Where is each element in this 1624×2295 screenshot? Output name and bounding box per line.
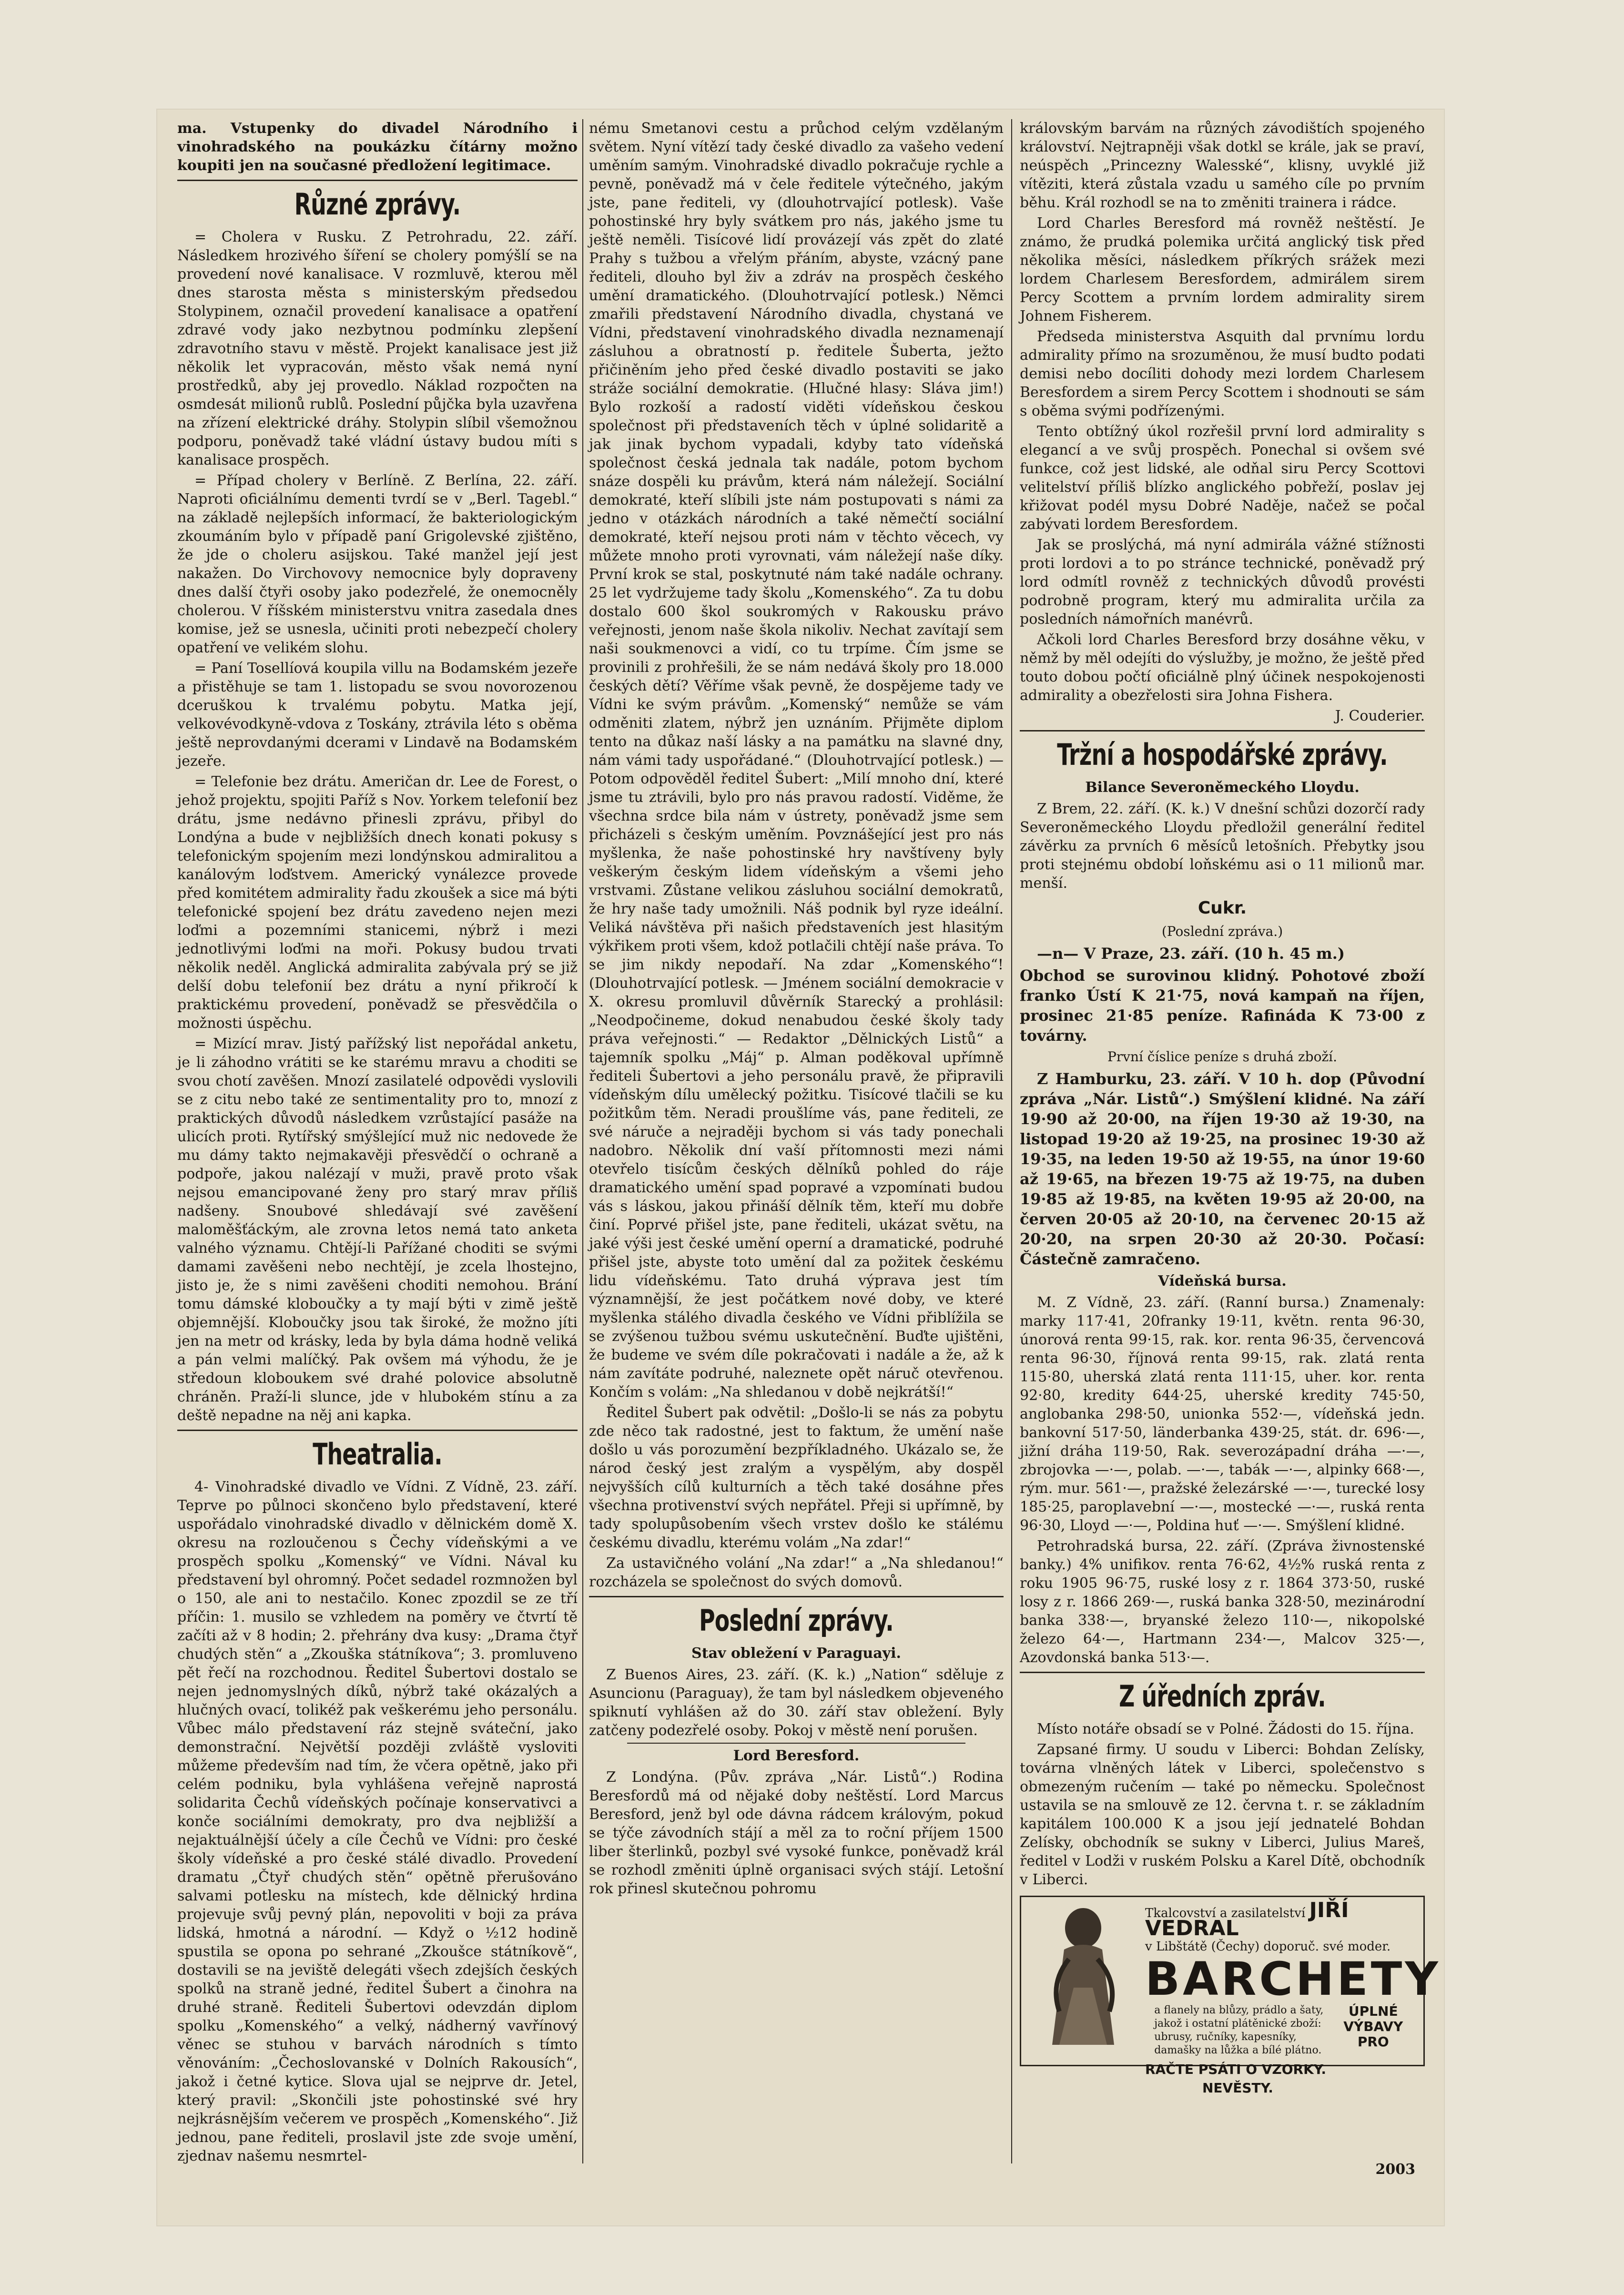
column-divider [582,119,583,2163]
ad-footer-left: RAČTE PSÁTI O VZORKY. [1145,2061,1327,2077]
article-tosellova: = Paní Tosellíová koupila villu na Bodamském jezeře a přistěhuje se tam 1. listopadu se svou novorozenou dceruškou k trvalému pobytu. Matka její, velkovévodkyně-vdova z Toskány, ztrávila léto s oběma ještě neprovdanými dcerami v Lindavě na Bodamském jezeře. [177,660,578,770]
article-cholera-rusko: = Cholera v Rusku. Z Petrohradu, 22. září. Následkem hrozivého šíření se cholery pomýšlí se na provedení nové kanalisace. V rozmluvě, kterou měl dnes starosta města s ministerským předsedou Stolypinem, označil provedení kanalisace a opatření zdravé vody jako nezbytnou podmínku zlepšení zdravotního stavu v městě. Projekt kanalisace jest již několik let vypracován, město však nemá nyní prostředků, aby jej provedlo. Náklad rozpočten na osmdesát milionů rublů. Poslední půjčka byla uzavřena na zřízení elektrické dráhy. Stolypin slíbil všemožnou podporu, poněvadž také vládní ústavy budou míti s kanalisace prospěch. [177,229,578,468]
article-videnska-bursa: M. Z Vídně, 23. září. (Ranní bursa.) Znamenaly: marky 117·41, 20franky 19·11, květn. renta 96·30, únorová renta 99·15, rak. kor. renta 96·35, červencová renta 96·30, říjnová renta 99·15, rak. zlatá renta 115·80, uherská zlatá renta 111·15, uher. kor. renta 92·80, kredity 644·25, uherské kredity 745·50, anglobanka 298·50, unionka 552·—, vídeňská jedn. bankovní 517·50, länderbanka 439·25, stát. dr. 696·—, jižní dráha 119·50, Rak. severozápadní dráha —·—, zbrojovka —·—, polab. —·—, tabák —·—, alpinky 668·—, rým. mur. 561·—, pražské železárské —·—, turecké losy 185·25, paroplavební —·—, mostecké —·—, ruská renta 96·30, Lloyd —·—, Poldina huť —·—. Smýšlení klidné. [1020,1294,1425,1534]
section-heading-theatralia: Theatralia. [313,1437,442,1472]
article-complaints: Jak se proslýchá, má nyní admirála vážné stížnosti proti lordovi a to po stránce technické, poněvadž prý lord odmítl rovněž z technických důvodů provésti podrobně program, který mu admiralita určila za posledních námořních manévrů. [1020,537,1425,628]
subheading-paraguay: Stav obležení v Paraguayi. [691,1645,901,1662]
ad-headline: BARCHETY [1145,1952,1441,2006]
article-telefonie: = Telefonie bez drátu. Američan dr. Lee de Forest, o jehož projektu, spojiti Paříž s Nov. Yorkem telefonií bez drátu, jsme nedávno přinesli zprávu, přibyl do Londýna a bude v nejbližších dnech konati pokusy s telefonickým spojením mezi londýnskou admiralitou a kanálovým loďstvem. Americký vynálezce provede před komitétem admirality řadu zkoušek a sice má býti telefonické spojení bez drátu zavedeno nejen mezi loďmi a pozemními stanicemi, nýbrž i mezi jednotlivými loďmi na moři. Pokusy budou trvati několik neděl. Anglická admiralita zabývala prý se již delší dobu telefonií bez drátu a nyní přikročí k praktickému provedení, poněvadž se přesvědčila o možnosti úspěchu. [177,773,578,1032]
section-heading-posledni: Poslední zprávy. [699,1603,893,1638]
column-divider [1011,119,1012,2163]
divider [177,1430,578,1431]
section-heading-ruzne: Různé zprávy. [294,187,461,222]
ticket-notice: ma. Vstupenky do divadel Národního i vinohradského na poukázku čítárny možno koupiti jen na současné předložení legitimace. [177,120,578,174]
column-3 [1020,119,1441,2096]
divider [177,180,578,181]
subheading-cukr: Cukr. [1198,898,1247,918]
subheading-cisla: První číslice peníze s druhá zboží. [1107,1049,1338,1065]
ad-company-name: JIŘÍ VEDRAL [1145,1898,1349,1940]
author-signature: J. Couderier. [1335,708,1425,724]
divider [589,1596,1004,1597]
sugar-hamburk-report: Z Hamburku, 23. září. V 10 h. dop (Původní zpráva „Nár. Listů“.) Smýšlení klidné. Na září 19·90 až 20·00, na říjen 19·30 až 19·30, na listopad 19·20 až 19·25, na prosinec 19·30 až 19·35, na leden 19·50 až 19·55, na únor 19·60 až 19·65, na březen 19·75 až 19·75, na duben 19·85 až 19·85, na květen 19·95 až 20·00, na červen 20·05 až 20·10, na červenec 20·15 až 20·20, na srpen 20·30 až 20·30. Počasí: Částečně zamračeno. [1020,1070,1425,1268]
article-beresford-cont: královským barvám na různých závodištích spojeného království. Nejtrapněji však dotkl se krále, jak se praví, neúspěch „Princezny Walesské“, klisny, uvyklé již vítěziti, která zůstala vzadu u samého cíle po prvním běhu. Král rozhodl se na to změniti trainera i rádce. [1020,120,1425,211]
article-continued: nému Smetanovi cestu a průchod celým vzdělaným světem. Nyní vítězí tady české divadlo za vašeho vedení uměním samým. Vinohradské divadlo pokračuje rychle a pevně, poněvadž má v čele ředitele výtečného, jakým jste, pane řediteli, vy (dlouhotrvající potlesk). Vaše pohostinské hry byly svátkem pro nás, jakého jsme tu ještě neměli. Tisícové lidí provázejí vás zpět do zlaté Prahy s tužbou a vřelým přáním, abyste, vzácný pane řediteli, dlouho byl živ a zdráv na prospěch českého umění dramatického. (Dlouhotrvající potlesk.) Němci zmařili představení Národního divadla, chystaná ve Vídni, představení vinohradského divadla neznamenají zásluhou a obratností p. ředitele Šuberta, ježto přičiněním jeho před české divadlo postaviti se jako stráže sociální demokratie. (Hlučné hlasy: Sláva jim!) Bylo rozkoší a radostí viděti vídeňskou českou společnost při představeních těch v úplné solidaritě a jak jinak bychom vypadali, kdyby tato vídeňská společnost česká jednala tak nadále, potom bychom snáze dospěli ku právům, která nám náležejí. Sociální demokraté, kteří slíbili jste nám postupovati s námi za jedno v otázkách národních a také němečtí sociální demokraté, kteří nejsou proti nám v těchto věcech, vy můžete mnoho proti vyrovnati, vám náležejí naše díky. První krok se stal, poskytnuté nám také nadále ochrany. 25 let vydržujeme tady školu „Komenského“. Za tu dobu dostalo 600 škol soukromých v Rakousku právo veřejnosti, jenom naše škola nikoliv. Nechat zavítají sem naši soukmenovci a vidí, co tu trpíme. Čím jsme se provinili z prohřešili, že se nám nedává školy pro 18.000 českých dětí? Věříme však pevně, že dospějeme tady ve Vídni ke svým právům. „Komenský“ nemůže se vám odměniti zlatem, nýbrž jen uznáním. Přijměte diplom tento na důkaz naší lásky a na památku na slavné dny, nám vámi tady uspořádané.“ (Dlouhotrvající potlesk.) — Potom odpověděl ředitel Šubert: „Milí mnoho dní, které jsme tu ztrávili, bylo pro nás pravou radostí. Viděme, že všechna srdce bila nám v ústrety, poněvadž jsme sem přicházeli s českým uměním. Povznášející jest pro nás myšlenka, že naše pohostinské hry navštíveny byly veškerým českým lidem vídeňským a všemi jeho vrstvami. Zůstane velikou zásluhou sociální demokratů, že hry naše tady umožnili. Náš podnik byl ryze ideální. Veliká návštěva při našich představeních jest hlasitým výkřikem proti všem, kdož potlačili chtějí naše práva. To se jim nikdy nepodaří. Na zdar „Komenského“! (Dlouhotrvající potlesk. — Jménem sociální demokracie v X. okresu promluvil důvěrník Starecký a prohlásil: „Neodpočineme, dokud nenabudou české školy tady práva veřejnosti.“ — Redaktor „Dělnických Listů“ a tajemník spolku „Máj“ p. Alman poděkoval upřímně řediteli Šubertovi a jeho personálu pravě, že připravili vídeňským dílu umělecký požitku. Tisícové tlačili se ku požitkům těm. Neradi proušlíme vás, pane řediteli, ze své náruče a nejraději bychom si vás tady ponechali nadobro. Několik dní vaší přítomnosti mezi námi otevřelo tisícům českých dělníků pohled do ráje dramatického umění spad popravé a vzpomínati budou vás s láskou, jakou přináší dělník těm, kteří mu dobře činí. Poprvé přišel jste, pane řediteli, ukázat světu, na jaké výši jest české umění operní a dramatické, podruhé přišel jste, abyste toto umění dal za požitek českému lidu vídeňskému. Tato druhá výprava jest tím významnější, že jest počátkem nové doby, ve které myšlenka stálého divadla českého ve Vídni přiblížila se se zvýšenou tužbou svému uskutečnění. Buďte ujištěni, že budeme ve svém díle pokračovati i nadále a že, až k nám zavítáte podruhé, naleznete opět náruč otevřenou. Končím s volám: „Na shledanou v době nejkrátší!“ [589,120,1004,1401]
ad-vybavy: ÚPLNÉ VÝBAVY PRO [1343,2003,1403,2050]
subheading-beresford: Lord Beresford. [733,1747,860,1764]
ad-header [1145,1898,1416,1940]
divider [1020,1672,1425,1673]
ad-subline: v Libštátě (Čechy) doporuč. své moder. [1145,1940,1391,1954]
sugar-praha-report: Obchod se surovinou klidný. Pohotové zboží franko Ústí K 21·75, nová kampaň na říjen, prosinec 21·85 peníze. Rafináda K 73·00 z továrny. [1020,966,1425,1045]
subheading-videnska-bursa: Vídeňská bursa. [1158,1273,1287,1290]
article-admiralty: Tento obtížný úkol rozřešil první lord admirality s elegancí a ve svůj prospěch. Ponechal si ovšem své funkce, což jest lidské, ale odňal siru Percy Scottovi velitelství příliš blízko anglického pobřeží, poslav jej křižovat podél mysu Dobré Naděje, načež se počal zabývati lordem Beresfordem. [1020,423,1425,533]
column-1 [177,119,578,2167]
subheading-bilance: Bilance Severoněmeckého Lloydu. [1085,779,1360,796]
article-mizici-mrav: = Mizící mrav. Jistý pařížský list nepořádal anketu, je li záhodno vrátiti se ke starému mravu a choditi se svou chotí zavěšen. Mnozí zasilatelé odpovědi vyslovili se z citu nebo také ze sentimentality pro to, mnozí z praktických důvodů následkem vzrůstající pasáže na ulicích proti. Rytířský smýšlející muž nic nedovede že mu dámy takto nejmakavěji přesvědčí o ochraně a podpoře, jakou nalézají v muži, pravě proto však nejsou emancipované ženy pro starý mrav příliš nadšeny. Snoubové shledávají své zavěšení maloměšťáckým, ale zrovna letos nemá tato anketa valného významu. Chtějí-li Pařížané choditi se svými damami zavěšeni nebo nechtějí, je zcela lhostejno, jisto je, že s nimi zavěšeni choditi nemohou. Brání tomu dámské kloboučky a ty mají býti v zimě ještě objemnější. Kloboučky jsou tak široké, že možno jíti jen na metr od krásky, leda by byla dáma hodně veliká a pán velmi malíčký. Pak ovšem má výhodu, že je středoun kloboukem své drahé polovice absolutně chráněn. Praží-li slunce, jde v hlubokém stínu a za deště nepadne na něj ani kapka. [177,1036,578,1424]
article-vinohradske-divadlo: 4- Vinohradské divadlo ve Vídni. Z Vídně, 23. září. Teprve po půlnoci skončeno bylo představení, které uspořádalo vinohradské divadlo v dělnickém domě X. okresu na rozloučenou s Čechy vídeňskými a ve prospěch spolku „Komenský“ ve Vídni. Nával ku představení byl ohromný. Počet sedadel rozmnožen byl o 150, ale ani to nestačilo. Konec zpozdil se ze tří příčin: 1. musilo se vzhledem na poměry ve čtvrtí tě začíti až v 8 hodin; 2. přehrány dva kusy: „Drama čtyř chudých stěn“ a „Zkouška státníkova“; 3. promluveno pět řečí na rozchodnou. Ředitel Šubertovi dostalo se nejen jednomyslných díků, nýbrž také okázalých a hlučných ovací, tolikéž pak veškerému jeho personálu. Vůbec málo představení ráz stejně sváteční, jako demonstrační. Největší později zvláště vysloviti můžeme především nad tím, že včera opětně, jako při celém podniku, byla vyhlášena veřejně naprostá solidarita Čechů vídeňských počínaje konservativci a konče sociálními demokraty, pro dva nejbližší a nejaktuálnější účely a cíle Čechů ve Vídni: pro české školy vídeňské a pro české stálé divadlo. Provedení dramatu „Čtyř chudých stěn“ opětně přerušováno salvami potlesku na místech, kde dělnický hrdina projevuje svůj pevný plán, nepovoliti v boji za práva lidská, hmotná a národní. — Když o ½12 hodině spustila se opona po sehrané „Zkoušce státníkově“, dostavili se na jeviště delegáti všech zdejších českých spolků na straně jedné, ředitel Šubert a činohra na druhé straně. Řediteli Šubertovi odevzdán diplom spolku „Komenského“ a velký, nádherný vavřínový věnec se stuhou v barvách národních s tímto věnováním: „Čechoslovanské v Dolních Rakousích“, jakož i četné kytice. Slova ujal se nejprve dr. Jetel, který pravil: „Skončili jste pohostinské své hry nejkrásnějším večerem ve prospěch „Komenského“. Již jednou, pane řediteli, proslavil jste zde svoje umění, zjednav našemu nesmrtel- [177,1479,578,2164]
article-paraguay: Z Buenos Aires, 23. září. (K. k.) „Nation“ sděluje z Asuncionu (Paraguay), že tam byl následkem objeveného spiknutí vyhlášen až do 30. září stav obležení. Byly zatčeny podezřelé osoby. Pokoj v městě není porušen. [589,1666,1004,1739]
column-2 [589,119,1004,1900]
sugar-praha-date: —n— V Praze, 23. září. (10 h. 45 m.) [1037,944,1345,963]
newspaper-page [157,110,1444,2225]
article-notar: Místo notáře obsadí se v Polné. Žádosti do 15. října. [1037,1721,1414,1737]
article-subert-reply: Ředitel Šubert pak odvětil: „Došlo-li se nás za pobytu zde něco tak radostné, jest to faktum, že umění naše došlo u vás porozumění bezpříkladného. Ukázalo se, že národ český jest zralým a vyspělým, aby dospěl nejvyšších cílů kulturních a těch také dosáhne přes všechna protivenství svých nepřátel. Přeji si upřímně, by tady spolupůsobením všech vrstev došlo ke stálému českému divadlu, kterému volám „Na zdar!“ [589,1404,1004,1551]
ad-top-left: Tkalcovství a zasilatelství [1145,1906,1306,1920]
ad-footer [1145,2060,1416,2097]
article-asquith: Předseda ministerstva Asquith dal prvnímu lordu admirality přímo na srozuměnou, že musí budto podati demisi nebo docíliti dohody mezi lordem Charlesem Beresfordem a sirem Percy Scottem i shodnouti se sám s oběma svými podřízenými. [1020,328,1425,419]
short-divider [627,1743,965,1744]
article-firmy: Zapsané firmy. U soudu v Liberci: Bohdan Zelísky, továrna vlněných látek v Liberci, společenstvo s obmezeným ručením — také po německu. Společnost ustavila se na smlouvě ze 12. června t. r. se základním kapitálem 100.000 K a jsou její jednatelé Bohdan Zelísky, obchodník se sukny v Liberci, Julius Mareš, ředitel v Lodži v ruském Polsku a Karel Dítě, obchodník v Liberci. [1020,1741,1425,1888]
article-lloyd: Z Brem, 22. září. (K. k.) V dnešní schůzi dozorčí rady Severoněmeckého Lloydu předložil generální ředitel závěrku za prvních 6 měsíců letošních. Přebytky jsou proti stejnému období loňskému asi o 11 milionů mar. menší. [1020,801,1425,892]
section-heading-uradni: Z úředních zpráv. [1119,1679,1326,1714]
article-beresford: Z Londýna. (Pův. zpráva „Nár. Listů“.) Rodina Beresfordů má od nějaké doby neštěstí. Lord Marcus Beresford, jenž byl ode dávna rádcem královým, pokud se týče závodních stájí a měl za to roční příjem 1500 liber šterlinků, pozbyl své vysoké funkce, poněvadž král se rozhodl změniti úplně organisaci svých stájí. Letošní rok přinesl skutečnou pohromu [589,1769,1004,1897]
article-closing: Za ustavičného volání „Na zdar!“ a „Na shledanou!“ rozcházela se společnost do svých domovů. [589,1555,1004,1590]
article-cholera-berlin: = Případ cholery v Berlíně. Z Berlína, 22. září. Naproti oficiálnímu dementi tvrdí se v „Berl. Tagebl.“ na základě nejlepších informací, že bakteriologickým zkoumáním bylo v případě paní Grigolevské zjištěno, že jde o choleru asijskou. Také manžel její jest nakažen. Do Virchovovy nemocnice byly dopraveny dnes další čtyři osoby jako podezřelé, že onemocněly cholerou. V říšském ministerstvu vnitra zasedala dnes komise, jež se usnesla, učiniti proti nebezpečí cholery opatření ve velikém slohu. [177,472,578,656]
divider [1020,730,1425,731]
page-number: 2003 [1375,2161,1415,2178]
article-charles-beresford: Lord Charles Beresford má rovněž neštěstí. Je známo, že prudká polemika určitá anglický tisk před několika měsíci, následkem příkrých srážek mezi lordem Charlesem Beresfordem, admirálem sirem Percy Scottem a prvním lordem admirality sirem Johnem Fisherem. [1020,215,1425,325]
ad-footer-right: NEVĚSTY. [1202,2080,1273,2096]
section-heading-trzni: Tržní a hospodářské zprávy. [1057,737,1388,772]
article-petrohradska-bursa: Petrohradská bursa, 22. září. (Zpráva živnostenské banky.) 4% unifikov. renta 76·62, 4½% ruská renta z roku 1905 96·75, ruské losy z r. 1864 373·50, ruské losy z r. 1866 269·—, ruská banka 328·50, mezinárodní banka 338·—, bryanské železo 110·—, nikopolské železo 64·—, Hartmann 234·—, Malcov 325·—, Azovdonská banka 513·—. [1020,1538,1425,1666]
woman-figure-illustration [1031,1902,1136,2050]
advertisement-vedral [1020,1896,1441,2096]
subheading-posledni-zprava: (Poslední zpráva.) [1161,924,1283,939]
article-retirement: Ačkoli lord Charles Beresford brzy dosáhne věku, v němž by měl odejíti do výslužby, je možno, že ještě před touto dobou počtí oficiálně plný účinek nespokojenosti admirality a obezřelosti sira Johna Fishera. [1020,631,1425,704]
ad-description: a flanely na blůzy, prádlo a šaty, jakož i ostatní plátěnické zboží: ubrusy, ručníky, kapesníky, damašky na lůžka a bílé plátno. [1154,2004,1324,2056]
